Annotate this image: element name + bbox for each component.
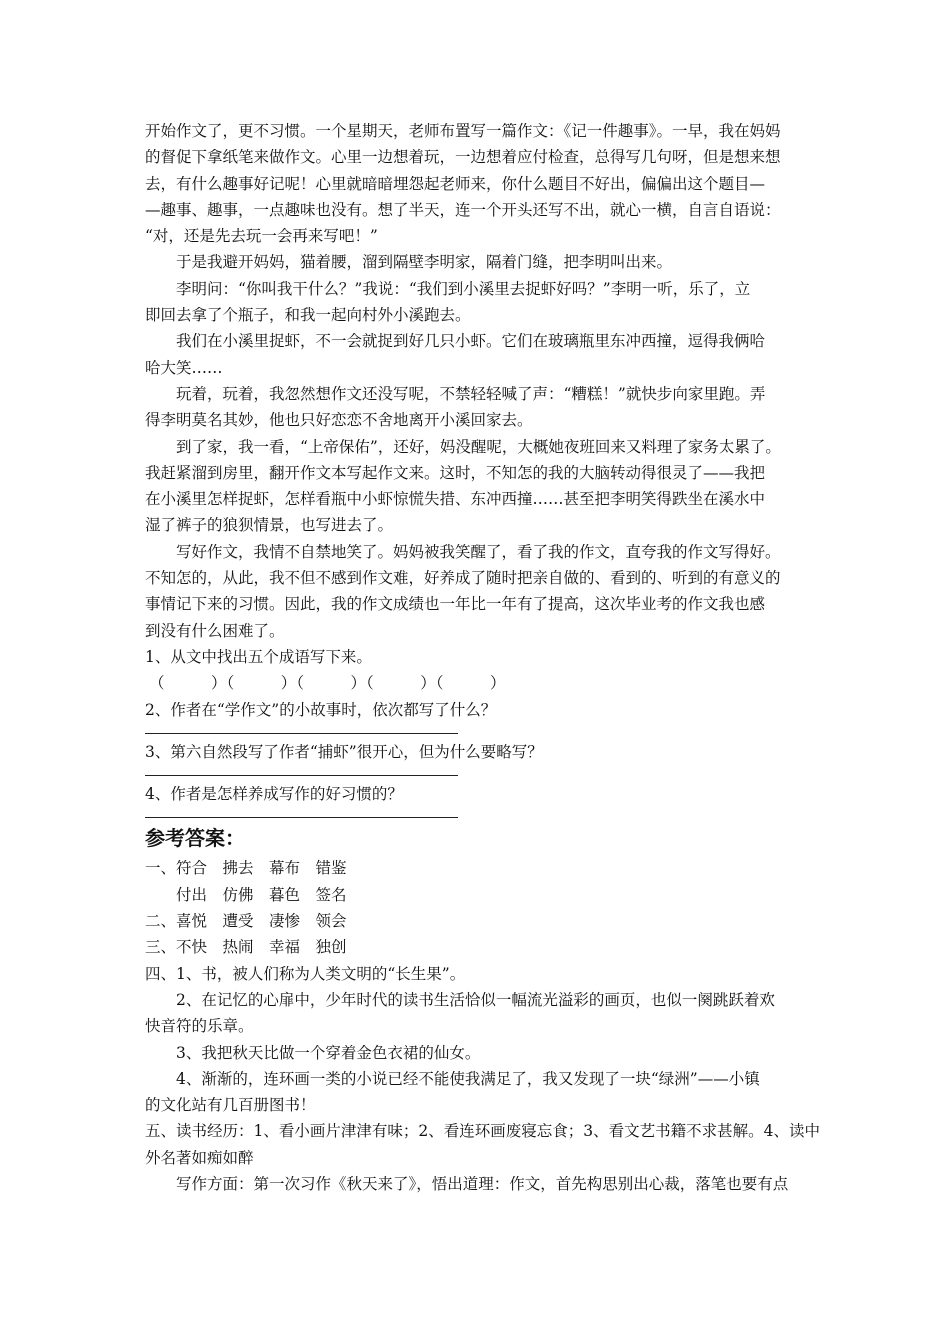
essay-line: 去，有什么趣事好记呢！心里就暗暗埋怨起老师来，你什么题目不好出，偏偏出这个题目— <box>145 174 766 193</box>
essay-line: —趣事、趣事，一点趣味也没有。想了半天，连一个开头还写不出，就心一横，自言自语说： <box>145 200 781 219</box>
answer-line: 二、喜悦 遭受 凄惨 领会 <box>145 912 347 931</box>
answer-line: 4、渐渐的，连环画一类的小说已经不能使我满足了，我又发现了一块“绿洲”——小镇 <box>176 1069 760 1088</box>
answers-heading: 参考答案： <box>145 826 245 851</box>
answer-line-3 <box>145 765 458 776</box>
answer-line: 外名著如痴如醉 <box>145 1148 254 1167</box>
question-2: 2、作者在“学作文”的小故事时，依次都写了什么？ <box>145 700 497 719</box>
essay-line: 的督促下拿纸笔来做作文。心里一边想着玩，一边想着应付检查，总得写几句呀，但是想来想 <box>145 148 781 167</box>
answer-line: 付出 仿佛 暮色 签名 <box>176 885 347 904</box>
answer-line: 3、我把秋天比做一个穿着金色衣裙的仙女。 <box>176 1043 481 1062</box>
essay-line: 我们在小溪里捉虾，不一会就捉到好几只小虾。它们在玻璃瓶里东冲西撞，逗得我俩哈 <box>176 332 766 351</box>
answers-text <box>145 855 820 1197</box>
question-3: 3、第六自然段写了作者“捕虾”很开心，但为什么要略写？ <box>145 742 543 761</box>
essay-line: 得李明莫名其妙，他也只好恋恋不舍地离开小溪回家去。 <box>145 411 533 430</box>
essay-line: 到没有什么困难了。 <box>145 621 285 640</box>
answer-line: 一、符合 拂去 幕布 错鉴 <box>145 859 347 878</box>
essay-line: 于是我避开妈妈，猫着腰，溜到隔壁李明家，隔着门缝，把李明叫出来。 <box>176 253 673 272</box>
essay-line: 事情记下来的习惯。因此，我的作文成绩也一年比一年有了提高，这次毕业考的作文我也感 <box>145 595 766 614</box>
essay-line: 写好作文，我情不自禁地笑了。妈妈被我笑醒了，看了我的作文，直夸我的作文写得好。 <box>176 542 781 561</box>
answer-line: 快音符的乐章。 <box>145 1017 254 1036</box>
essay-line: 不知怎的，从此，我不但不感到作文难，好养成了随时把亲自做的、看到的、听到的有意义的 <box>145 569 781 588</box>
essay-line: 即回去拿了个瓶子，和我一起向村外小溪跑去。 <box>145 306 471 325</box>
essay-text <box>145 118 807 644</box>
question-1-blanks: （ ）（ ）（ ）（ ）（ ） <box>149 674 506 693</box>
essay-line: 李明问：“你叫我干什么？”我说：“我们到小溪里去捉虾好吗？”李明一听，乐了，立 <box>176 279 751 298</box>
essay-line: 开始作文了，更不习惯。一个星期天，老师布置写一篇作文：《记一件趣事》。一早，我在妈妈 <box>145 122 781 140</box>
answer-line-2 <box>145 723 458 734</box>
answer-line: 三、不快 热闹 幸福 独创 <box>145 938 347 957</box>
essay-line: 在小溪里怎样捉虾，怎样看瓶中小虾惊慌失措、东冲西撞……甚至把李明笑得跌坐在溪水中 <box>145 490 766 509</box>
document-page <box>145 118 820 1197</box>
essay-line: 哈大笑…… <box>145 358 223 377</box>
answer-line: 五、读书经历：1、看小画片津津有味；2、看连环画废寝忘食；3、看文艺书籍不求甚解。4、读中 <box>145 1122 820 1141</box>
answer-line: 四、1、书，被人们称为人类文明的“长生果”。 <box>145 964 466 983</box>
essay-line: 我赶紧溜到房里，翻开作文本写起作文来。这时，不知怎的我的大脑转动得很灵了——我把 <box>145 463 766 482</box>
essay-line: 湿了裤子的狼狈情景，也写进去了。 <box>145 516 394 535</box>
answer-line-4 <box>145 807 458 818</box>
question-1: 1、从文中找出五个成语写下来。 <box>145 647 372 666</box>
answer-line: 写作方面：第一次习作《秋天来了》，悟出道理：作文，首先构思别出心裁，落笔也要有点 <box>176 1174 789 1193</box>
essay-line: 玩着，玩着，我忽然想作文还没写呢，不禁轻轻喊了声：“糟糕！”就快步向家里跑。弄 <box>176 384 766 403</box>
answer-line: 的文化站有几百册图书！ <box>145 1096 316 1115</box>
answer-line: 2、在记忆的心扉中，少年时代的读书生活恰似一幅流光溢彩的画页，也似一阕跳跃着欢 <box>176 990 775 1009</box>
question-4: 4、作者是怎样养成写作的好习惯的？ <box>145 785 403 804</box>
essay-line: 到了家，我一看，“上帝保佑”，还好，妈没醒呢，大概她夜班回来又料理了家务太累了。 <box>176 437 781 456</box>
essay-line: “对，还是先去玩一会再来写吧！” <box>145 227 378 246</box>
